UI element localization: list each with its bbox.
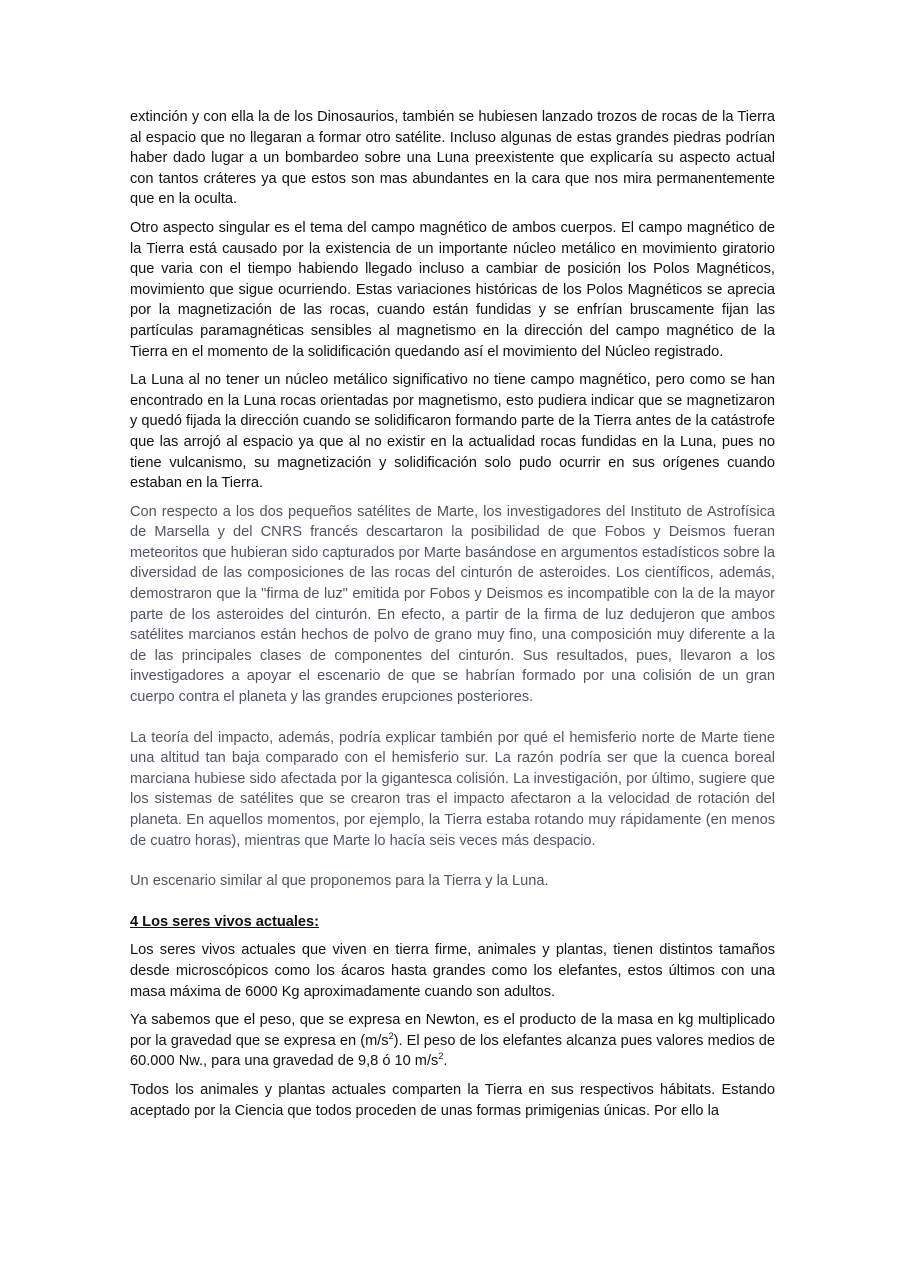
weight-text-1: Ya sabemos que el peso, que se expresa en Newton, es el producto de la masa en kg multiplicado por la gravedad que se expresa en (m/s <box>130 1012 775 1049</box>
paragraph-moon-magnetism: La Luna al no tener un núcleo metálico significativo no tiene campo magnético, pero como se han encontrado en la Luna rocas orientadas por magnetismo, esto pudiera indicar que se magnetizaron y quedó fijada la dirección cuando se solidificaron formando parte de la Tierra antes de la catástrofe que las arrojó al espacio ya que al no existir en la actualidad rocas fundidas en la Luna, pues no tiene vulcanismo, su magnetización y solidificación solo pudo ocurrir en sus orígenes cuando estaban en la Tierra. <box>130 372 775 492</box>
paragraph-magnetic-field: Otro aspecto singular es el tema del campo magnético de ambos cuerpos. El campo magnético de la Tierra está causado por la existencia de un importante núcleo metálico en movimiento giratorio que varia con el tiempo habiendo llegado incluso a cambiar de posición los Polos Magnéticos, movimiento que sigue ocurriendo. Estas variaciones históricas de los Polos Magnéticos se aprecia por la magnetización de las rocas, cuando están fundidas y se enfrían bruscamente fijan las partículas paramagnéticas sensibles al magnetismo en la dirección del campo magnético de la Tierra en el momento de la solidificación quedando así el movimiento del Núcleo registrado. <box>130 219 775 360</box>
paragraph-habitats: Todos los animales y plantas actuales comparten la Tierra en sus respectivos hábitats. Estando aceptado por la Ciencia que todos proceden de unas formas primigenias únicas. Por ello la <box>130 1081 775 1119</box>
weight-text-3: . <box>443 1053 448 1070</box>
paragraph-dinosaurs: extinción y con ella la de los Dinosaurios, también se hubiesen lanzado trozos de rocas de la Tierra al espacio que no llegaran a formar otro satélite. Incluso algunas de estas grandes piedras podrían haber dado lugar a un bombardeo sobre una Luna preexistente que explicaría su aspecto actual con tantos cráteres ya que estos son mas abundantes en la cara que nos mira permanentemente que en la oculta. <box>130 109 775 208</box>
document-page <box>130 107 775 1129</box>
weight-superscript-1: 2 <box>388 1030 394 1041</box>
paragraph-mars-satellites: Con respecto a los dos pequeños satélites de Marte, los investigadores del Instituto de Astrofísica de Marsella y del CNRS francés descartaron la posibilidad de que Fobos y Deismos fueran meteoritos que hubieran sido capturados por Marte basándose en argumentos estadísticos sobre la diversidad de las composiciones de las rocas del cinturón de asteroides. Los científicos, además, demostraron que la "firma de luz" emitida por Fobos y Deismos es incompatible con la de la mayor parte de los asteroides del cinturón. En efecto, a partir de la firma de luz dedujeron que ambos satélites marcianos están hechos de polvo de grano muy fino, una composición muy diferente a la de las principales clases de componentes del cinturón. Sus resultados, pues, llevaron a los investigadores a apoyar el escenario de que se habrían formado por una colisión de un gran cuerpo contra el planeta y las grandes erupciones posteriores. <box>130 503 775 706</box>
paragraph-living-beings: Los seres vivos actuales que viven en tierra firme, animales y plantas, tienen distintos tamaños desde microscópicos como los ácaros hasta grandes como los elefantes, estos últimos con una masa máxima de 6000 Kg aproximadamente cuando son adultos. <box>130 942 775 1000</box>
paragraph-impact-theory: La teoría del impacto, además, podría explicar también por qué el hemisferio norte de Marte tiene una altitud tan baja comparado con el hemisferio sur. La razón podría ser que la cuenca boreal marciana hubiese sido afectada por la gigantesca colisión. La investigación, por último, sugiere que los sistemas de satélites que se crearon tras el impacto afectaron a la velocidad de rotación del planeta. En aquellos momentos, por ejemplo, la Tierra estaba rotando muy rápidamente (en menos de cuatro horas), mientras que Marte lo hacía seis veces más despacio. <box>130 729 775 849</box>
paragraph-similar-scenario: Un escenario similar al que proponemos para la Tierra y la Luna. <box>130 873 549 890</box>
section-heading: 4 Los seres vivos actuales: <box>130 913 320 930</box>
weight-superscript-2: 2 <box>438 1051 444 1062</box>
weight-text-2: ). El peso de los elefantes alcanza pues valores medios de 60.000 Nw., para una gravedad de 9,8 ó 10 m/s <box>130 1032 775 1070</box>
paragraph-weight <box>130 1010 775 1072</box>
